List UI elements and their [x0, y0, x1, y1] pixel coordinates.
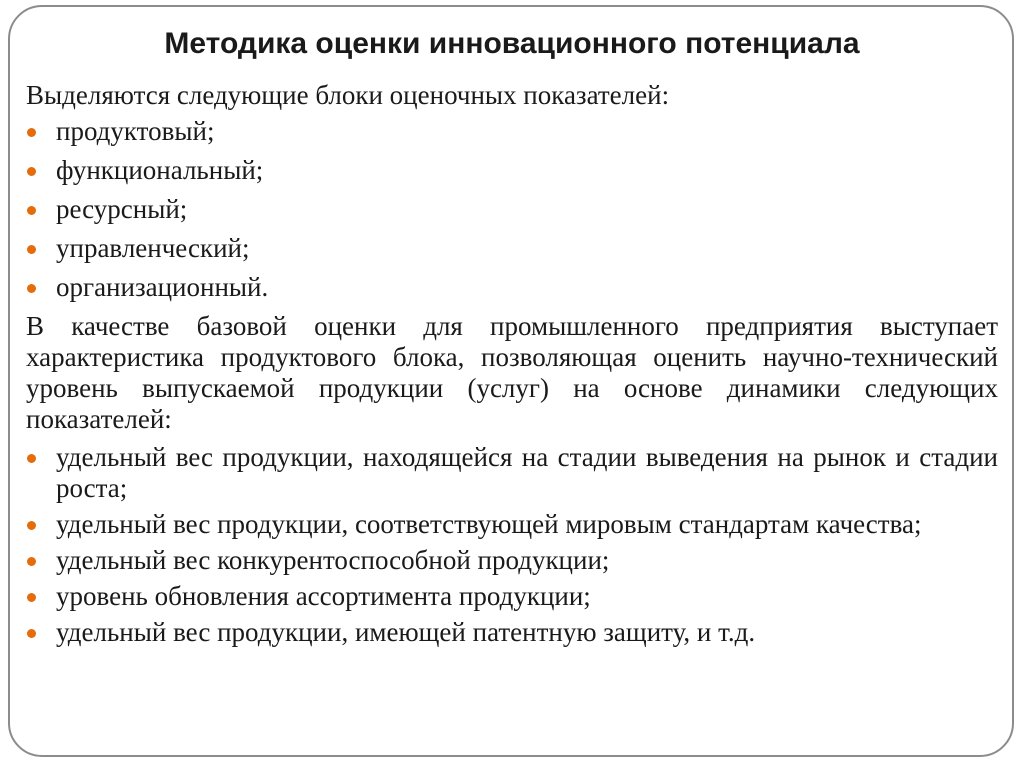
bullet-dot-icon: [27, 128, 36, 137]
bullet-dot-icon: [27, 206, 36, 215]
bullet-dot-icon: [27, 167, 36, 176]
bullet-dot-icon: [27, 284, 36, 293]
intro-text: Выделяются следующие блоки оценочных показателей:: [26, 80, 670, 110]
bullet-dot-icon: [27, 629, 36, 638]
bullet-dot-icon: [27, 593, 36, 602]
slide-title: Методика оценки инновационного потенциала: [164, 27, 860, 60]
base-paragraph: В качестве базовой оценки для промышленного предприятия выступает характеристика продуктового блока, позволяющая оценить научно-технический уровень выпускаемой продукции (услуг) на основе динамики следующих показателей:: [26, 311, 998, 434]
bullet-dot-icon: [27, 245, 36, 254]
list-item: организационный.: [26, 272, 998, 303]
blocks-list: [26, 116, 998, 303]
list-item: удельный вес продукции, находящейся на стадии выведения на рынок и стадии роста;: [26, 442, 998, 504]
bullet-dot-icon: [27, 521, 36, 530]
list-item: удельный вес продукции, соответствующей мировым стандартам качества;: [26, 509, 998, 540]
list-item: управленческий;: [26, 233, 998, 264]
list-item: удельный вес продукции, имеющей патентную защиту, и т.д.: [26, 617, 998, 648]
slide-content: [26, 80, 998, 653]
list-item: удельный вес конкурентоспособной продукции;: [26, 545, 998, 576]
list-item: продуктовый;: [26, 116, 998, 147]
indicators-list: [26, 442, 998, 648]
list-item: уровень обновления ассортимента продукции;: [26, 581, 998, 612]
list-item: функциональный;: [26, 155, 998, 186]
bullet-dot-icon: [27, 454, 36, 463]
list-item: ресурсный;: [26, 194, 998, 225]
bullet-dot-icon: [27, 557, 36, 566]
